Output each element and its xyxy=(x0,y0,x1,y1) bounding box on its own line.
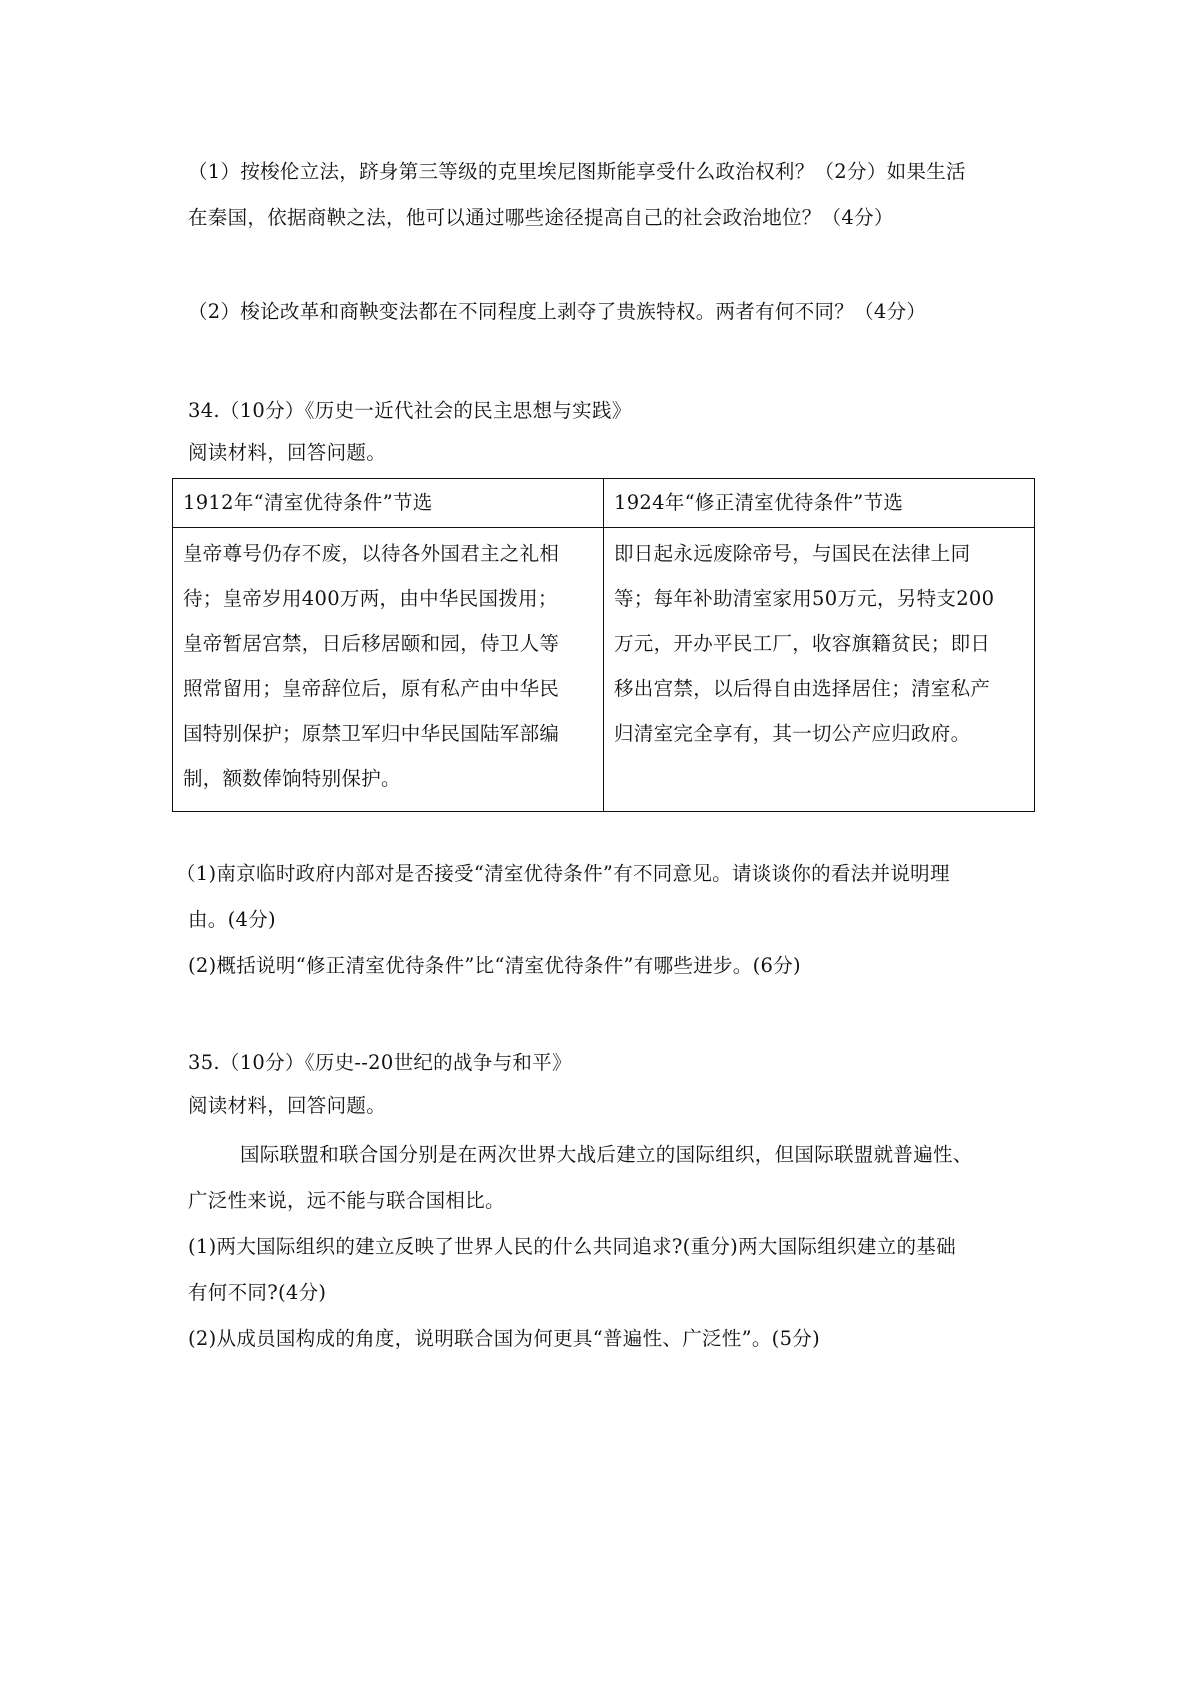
q35-material-line2: 广泛性来说，远不能与联合国相比。 xyxy=(188,1189,505,1212)
q35-sub1-line2: 有何不同?(4分) xyxy=(188,1281,327,1304)
table-cell-line: 即日起永远废除帝号，与国民在法律上同 xyxy=(614,542,971,565)
table-header-row xyxy=(173,479,1035,528)
q34-material-table xyxy=(172,478,1035,812)
table-cell-line: 等；每年补助清室家用50万元，另特支200 xyxy=(614,587,995,610)
q34-sub1-line2: 由。(4分) xyxy=(188,908,276,931)
table-cell-line: 归清室完全享有，其一切公产应归政府。 xyxy=(614,722,971,745)
table-header-1912: 1912年“清室优待条件”节选 xyxy=(173,479,604,528)
q35-instruction: 阅读材料，回答问题。 xyxy=(188,1094,387,1117)
q33-sub1-line2: 在秦国，依据商鞅之法，他可以通过哪些途径提高自己的社会政治地位？（4分） xyxy=(188,206,894,229)
table-header-1924: 1924年“修正清室优待条件”节选 xyxy=(604,479,1035,528)
q35-material-line1: 国际联盟和联合国分别是在两次世界大战后建立的国际组织，但国际联盟就普遍性、 xyxy=(240,1143,973,1166)
table-cell-1912-text xyxy=(173,528,604,812)
q35-sub1-line1: (1)两大国际组织的建立反映了世界人民的什么共同追求?(重分)两大国际组织建立的基础 xyxy=(188,1235,956,1258)
table-cell-line: 制，额数俸饷特别保护。 xyxy=(183,767,401,790)
table-body-row xyxy=(173,528,1035,812)
table-cell-line: 皇帝暂居宫禁，日后移居颐和园，侍卫人等 xyxy=(183,632,560,655)
table-cell-line: 国特别保护；原禁卫军归中华民国陆军部编 xyxy=(183,722,560,745)
q33-sub1-line1: （1）按梭伦立法，跻身第三等级的克里埃尼图斯能享受什么政治权利？（2分）如果生活 xyxy=(188,160,966,183)
q33-sub2: （2）梭论改革和商鞅变法都在不同程度上剥夺了贵族特权。两者有何不同？（4分） xyxy=(188,300,927,323)
q35-heading: 35.（10分）《历史--20世纪的战争与和平》 xyxy=(188,1051,572,1074)
table-cell-line: 待；皇帝岁用400万两，由中华民国拨用； xyxy=(183,587,558,610)
table-cell-line: 照常留用；皇帝辞位后，原有私产由中华民 xyxy=(183,677,560,700)
q34-sub1-line1: （1)南京临时政府内部对是否接受“清室优待条件”有不同意见。请谈谈你的看法并说明理 xyxy=(176,862,950,885)
table-cell-line: 万元，开办平民工厂，收容旗籍贫民；即日 xyxy=(614,632,991,655)
table-cell-line: 移出宫禁，以后得自由选择居住；清室私产 xyxy=(614,677,991,700)
q34-sub2: (2)概括说明“修正清室优待条件”比“清室优待条件”有哪些进步。(6分) xyxy=(188,954,801,977)
table-cell-line: 皇帝尊号仍存不废，以待各外国君主之礼相 xyxy=(183,542,560,565)
q34-heading: 34.（10分）《历史一近代社会的民主思想与实践》 xyxy=(188,399,632,422)
q35-sub2: (2)从成员国构成的角度，说明联合国为何更具“普遍性、广泛性”。(5分) xyxy=(188,1327,820,1350)
q34-instruction: 阅读材料，回答问题。 xyxy=(188,441,387,464)
table-cell-1924-text xyxy=(604,528,1035,812)
